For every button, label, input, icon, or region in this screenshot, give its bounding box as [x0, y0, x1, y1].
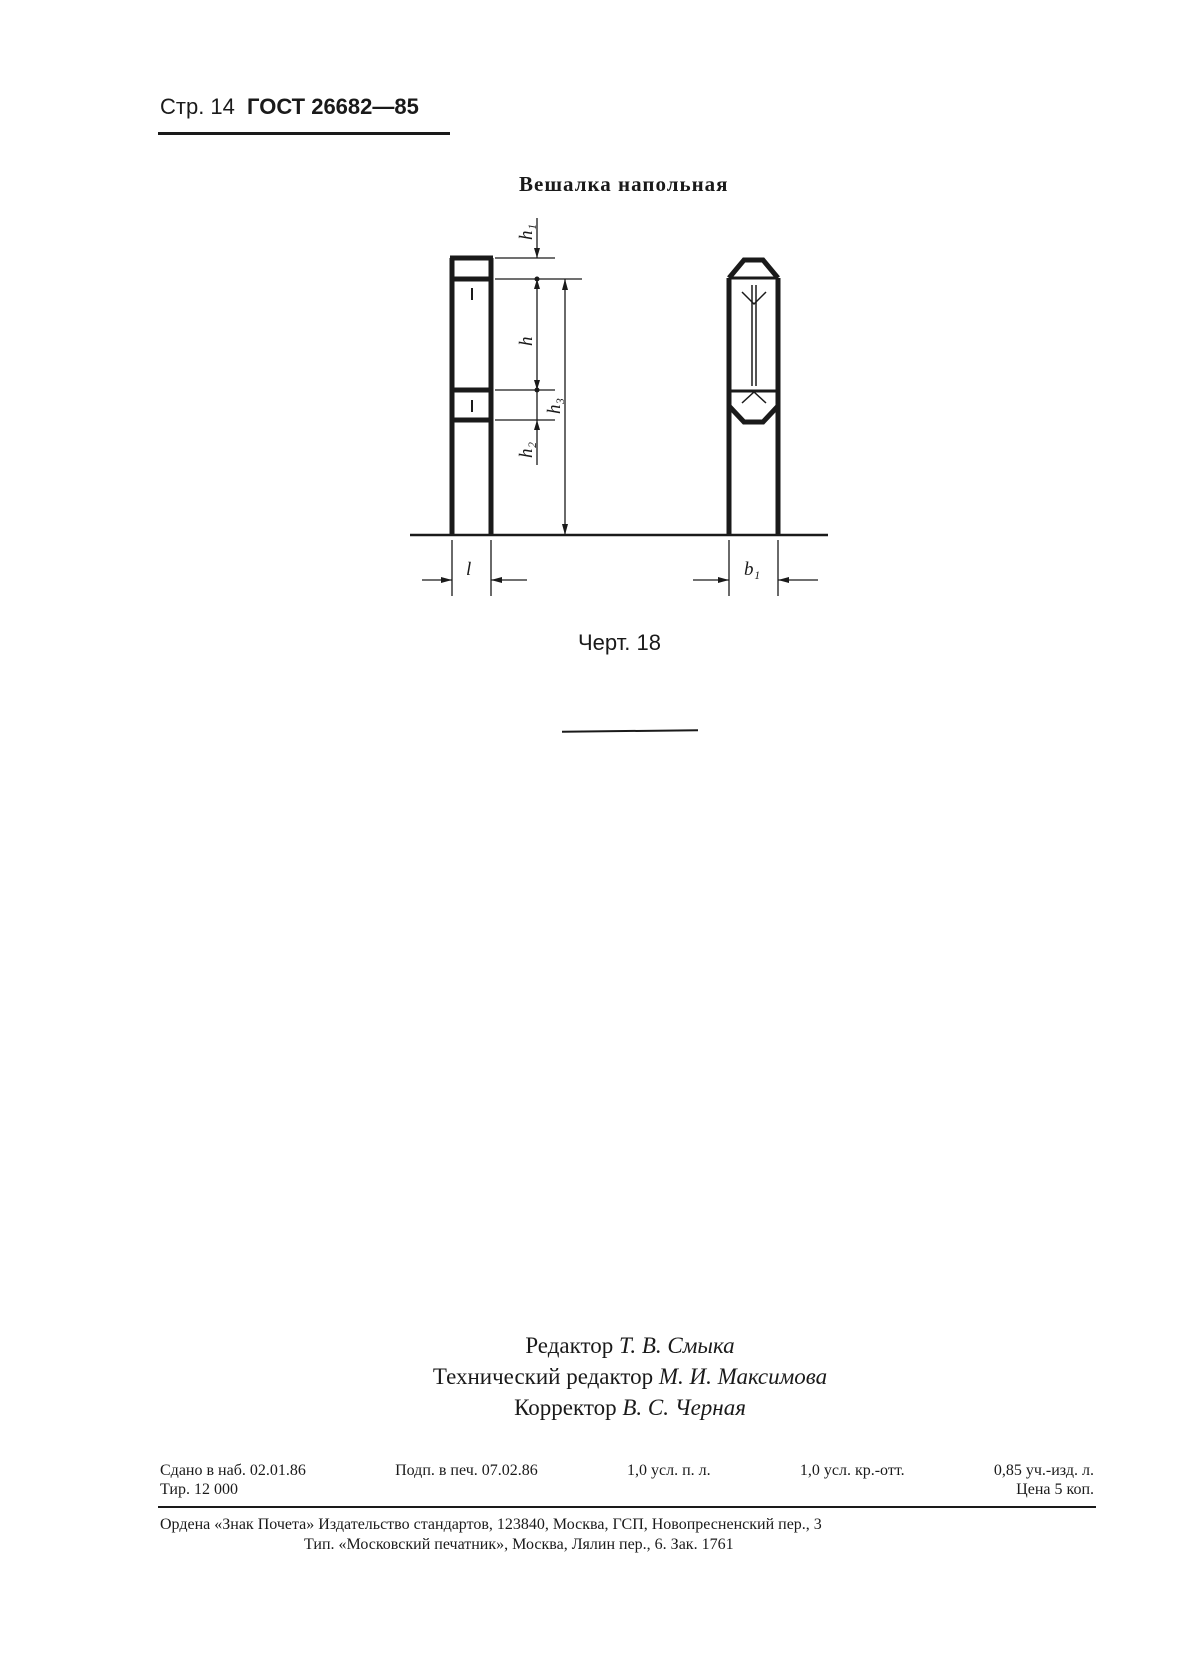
- drawing-geometry: [410, 218, 828, 596]
- credit-tech-editor: Технический редактор М. И. Максимова: [432, 1364, 828, 1389]
- printer-line: Тип. «Московский печатник», Москва, Лялин пер., 6. Зак. 1761: [304, 1536, 734, 1553]
- credit-corrector: Корректор В. С. Черная: [514, 1395, 746, 1420]
- publisher-line: Ордена «Знак Почета» Издательство стандартов, 123840, Москва, ГСП, Новопресненский пер., 3: [160, 1516, 822, 1533]
- label-l: l: [466, 559, 472, 580]
- page-number: Стр. 14: [160, 94, 235, 119]
- front-view: [450, 258, 493, 535]
- side-view: [729, 260, 778, 535]
- label-h3: h₃: [544, 397, 565, 414]
- vertical-dimensions: [495, 218, 582, 535]
- label-h2: h₂: [516, 441, 537, 458]
- publication-line-2: [160, 1481, 1094, 1499]
- end-rule: [562, 729, 698, 732]
- dimension-labels: [466, 224, 760, 580]
- publication-rule: [158, 1506, 1096, 1508]
- standard-number: ГОСТ 26682—85: [247, 94, 419, 119]
- label-b1: b₁: [744, 559, 761, 580]
- label-h1: h₁: [516, 223, 537, 240]
- technical-drawing: [0, 0, 1187, 640]
- publication-line-1: Сдано в наб. 02.01.86 Подп. в печ. 07.02.86 1,0 усл. п. л. 1,0 усл. кр.-отт. 0,85 уч.-изд. л.: [160, 1462, 1094, 1479]
- circulation: Тир. 12 000: [160, 1481, 238, 1498]
- label-h: h: [516, 336, 537, 346]
- figure-title: Вешалка напольная: [519, 172, 729, 196]
- credit-editor: Редактор Т. В. Смыка: [525, 1333, 735, 1358]
- price: Цена 5 коп.: [1016, 1481, 1094, 1498]
- horizontal-arrows: [441, 577, 789, 583]
- credits-block: [300, 1330, 960, 1423]
- figure-caption: Черт. 18: [578, 630, 661, 655]
- dimension-arrows: [534, 248, 568, 535]
